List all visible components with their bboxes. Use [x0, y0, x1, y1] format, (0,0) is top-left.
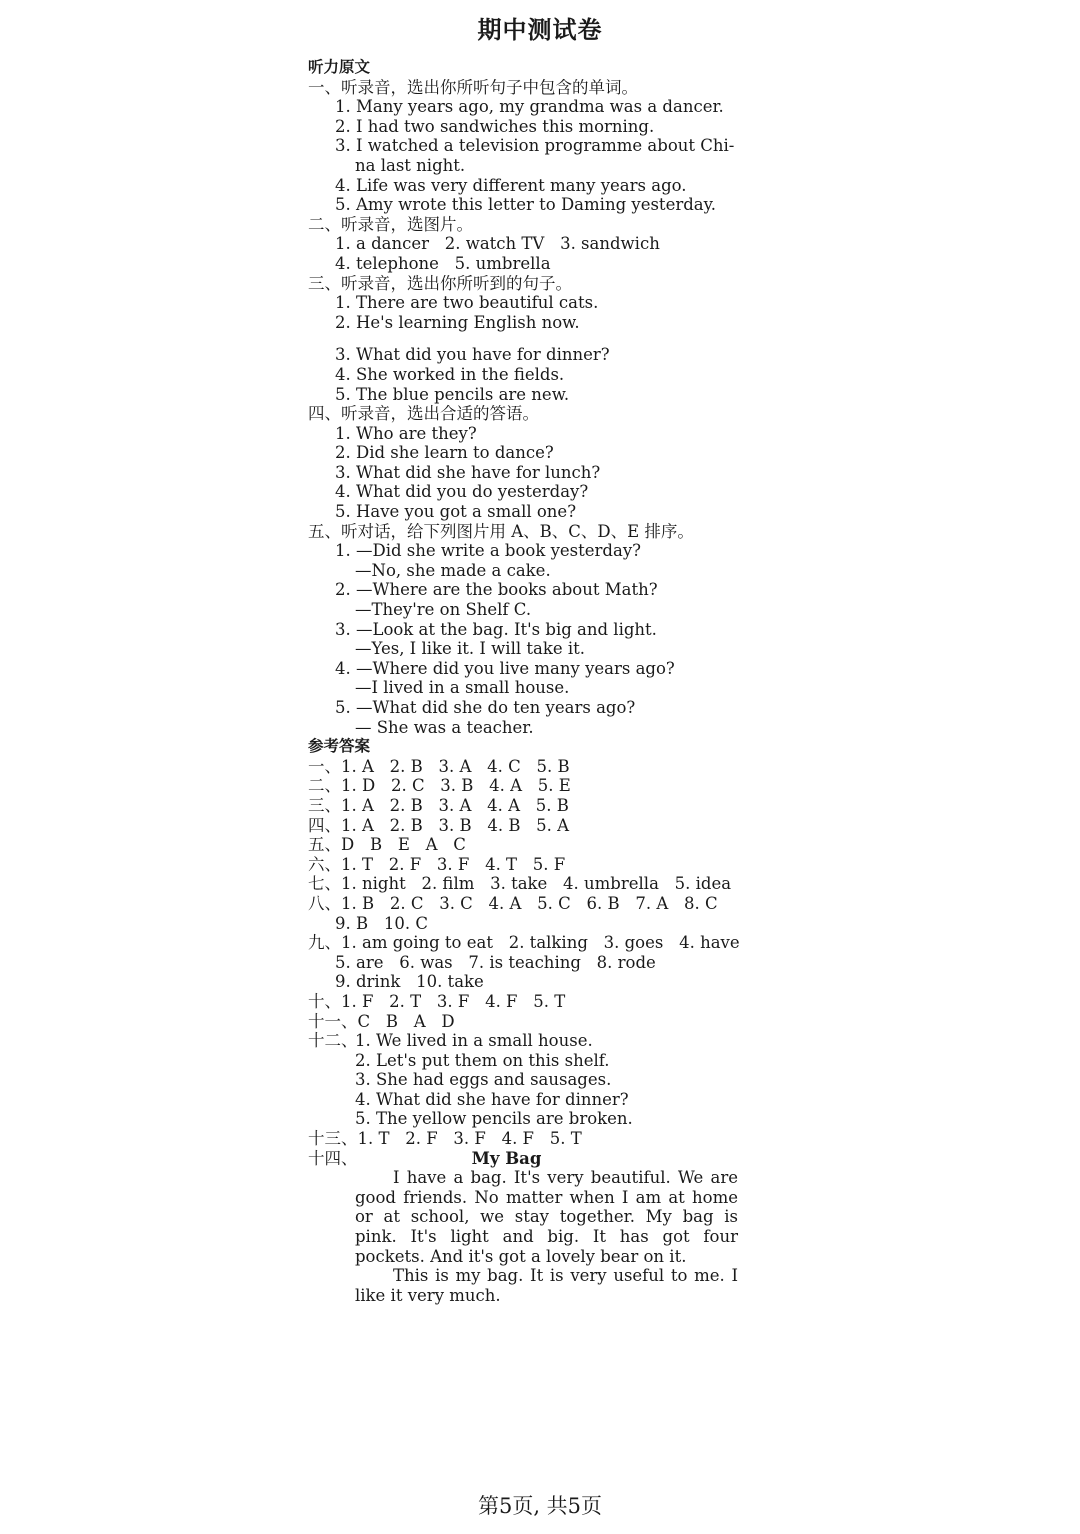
- answer-sentence: 1. We lived in a small house.: [355, 1031, 593, 1051]
- list-item: 1. a dancer 2. watch TV 3. sandwich: [335, 234, 660, 254]
- answer-row: 九、1. am going to eat 2. talking 3. goes 4. have: [308, 933, 740, 953]
- essay-paragraph: This is my bag. It is very useful to me. I like it very much.: [355, 1266, 738, 1305]
- answer-sentence: 4. What did she have for dinner?: [355, 1089, 629, 1109]
- answer-sentence: 5. The yellow pencils are broken.: [355, 1109, 633, 1129]
- section-heading: 三、听录音，选出你所听到的句子。: [308, 273, 572, 293]
- dialogue-line: 4. —Where did you live many years ago?: [335, 658, 675, 678]
- answer-row: 五、D B E A C: [308, 835, 466, 855]
- section-14-label: 十四、: [308, 1148, 358, 1168]
- page-title: 期中测试卷: [477, 16, 603, 44]
- essay-paragraph: I have a bag. It's very beautiful. We are good friends. No matter when I am at home or at school, we stay together. My bag is pink. It's light and big. It has got four pockets. And it's got a lovely bear on it.: [355, 1168, 738, 1266]
- list-item: 2. Did she learn to dance?: [335, 443, 554, 463]
- dialogue-line: 3. —Look at the bag. It's big and light.: [335, 619, 657, 639]
- section-heading: 四、听录音，选出合适的答语。: [308, 404, 539, 424]
- list-item: 4. Life was very different many years ago.: [335, 175, 687, 195]
- answer-row-continued: 9. drink 10. take: [335, 972, 484, 992]
- list-item: 1. Who are they?: [335, 423, 477, 443]
- spacer: [308, 332, 738, 345]
- answer-row: 十三、1. T 2. F 3. F 4. F 5. T: [308, 1129, 582, 1149]
- answer-row: 二、1. D 2. C 3. B 4. A 5. E: [308, 776, 571, 796]
- list-item: 5. Amy wrote this letter to Daming yesterday.: [335, 195, 716, 215]
- answer-row: 十、1. F 2. T 3. F 4. F 5. T: [308, 991, 566, 1011]
- list-item: 4. What did you do yesterday?: [335, 482, 589, 502]
- list-item: 2. He's learning English now.: [335, 312, 580, 332]
- section-12-lines: [355, 1031, 593, 1051]
- answer-row: 十一、C B A D: [308, 1011, 455, 1031]
- list-item: 2. I had two sandwiches this morning.: [335, 116, 655, 136]
- answer-row: 六、1. T 2. F 3. F 4. T 5. F: [308, 854, 566, 874]
- listening-heading: 听力原文: [308, 58, 371, 76]
- answer-row: 四、1. A 2. B 3. B 4. B 5. A: [308, 815, 570, 835]
- dialogue-reply: —They're on Shelf C.: [355, 600, 532, 620]
- section-12: [308, 1031, 738, 1051]
- section-heading: 二、听录音，选图片。: [308, 214, 473, 234]
- section-heading: 五、听对话，给下列图片用 A、B、C、D、E 排序。: [308, 521, 694, 541]
- answer-row: 八、1. B 2. C 3. C 4. A 5. C 6. B 7. A 8. C: [308, 893, 718, 913]
- dialogue-line: 5. —What did she do ten years ago?: [335, 698, 636, 717]
- dialogue-reply: — She was a teacher.: [355, 717, 534, 737]
- essay-title: My Bag: [471, 1148, 542, 1168]
- answer-row-continued: 9. B 10. C: [335, 913, 428, 933]
- content-column: [308, 58, 738, 1305]
- list-item: 3. I watched a television programme about Chi-: [335, 136, 735, 156]
- list-item: 4. telephone 5. umbrella: [335, 253, 551, 273]
- list-item: 1. There are two beautiful cats.: [335, 293, 599, 313]
- list-item: 5. Have you got a small one?: [335, 502, 577, 522]
- dialogue-reply: —Yes, I like it. I will take it.: [355, 639, 585, 659]
- page-footer: 第5页, 共5页: [477, 1494, 603, 1518]
- answer-row-continued: 5. are 6. was 7. is teaching 8. rode: [335, 952, 656, 972]
- dialogue-line: 1. —Did she write a book yesterday?: [335, 541, 641, 561]
- answer-row: 三、1. A 2. B 3. A 4. A 5. B: [308, 795, 569, 815]
- dialogue-reply: —I lived in a small house.: [355, 678, 570, 698]
- answer-row: 一、1. A 2. B 3. A 4. C 5. B: [308, 756, 570, 776]
- dialogue-line: 2. —Where are the books about Math?: [335, 580, 658, 600]
- list-item: 5. The blue pencils are new.: [335, 384, 570, 404]
- section-12-label: 十二、: [308, 1031, 358, 1051]
- section-heading: 一、听录音，选出你所听句子中包含的单词。: [308, 77, 638, 97]
- answer-sentence: 3. She had eggs and sausages.: [355, 1070, 612, 1090]
- section-14: [308, 1149, 738, 1169]
- list-item: 3. What did you have for dinner?: [335, 345, 610, 365]
- answers-heading: 参考答案: [308, 737, 371, 756]
- list-item-continued: na last night.: [355, 155, 466, 175]
- list-item: 4. She worked in the fields.: [335, 364, 565, 384]
- answer-sentence: 2. Let's put them on this shelf.: [355, 1050, 610, 1070]
- list-item: 3. What did she have for lunch?: [335, 462, 601, 482]
- answer-row: 七、1. night 2. film 3. take 4. umbrella 5. idea: [308, 874, 732, 894]
- essay-body: [308, 1168, 738, 1305]
- dialogue-reply: —No, she made a cake.: [355, 560, 551, 580]
- list-item: 1. Many years ago, my grandma was a dancer.: [335, 97, 724, 117]
